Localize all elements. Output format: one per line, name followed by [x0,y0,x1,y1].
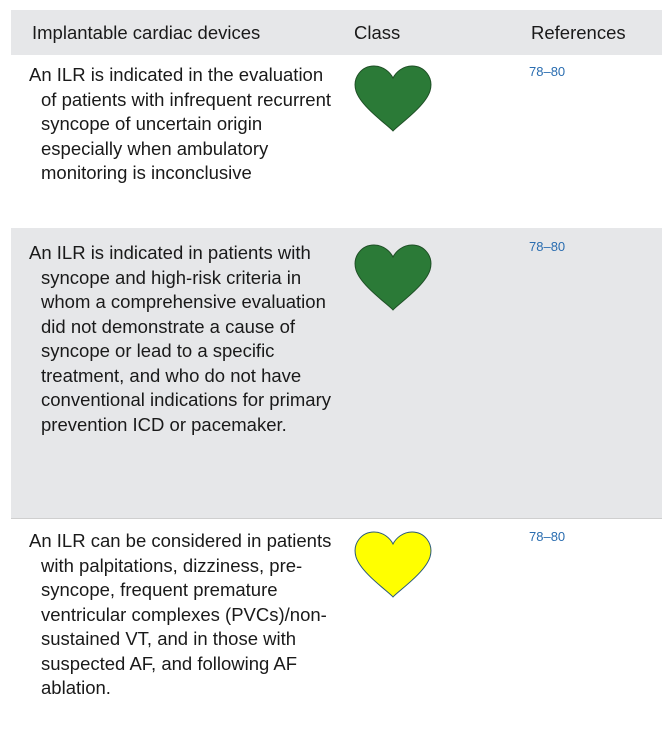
table-row [11,519,662,750]
header-references: References [531,22,626,43]
recommendation-text: An ILR is indicated in the evaluation of patients with infrequent recurrent syncope of uncertain origin especially when ambulatory monitoring is inconclusive [29,64,331,183]
recommendation-text: An ILR can be considered in patients with palpitations, dizziness, pre-syncope, frequent premature ventricular complexes (PVCs)/non-sustained VT, and in those with suspected AF, and following AF ablation. [29,530,332,698]
heart-icon [353,244,433,314]
heart-icon [353,65,433,135]
references-link[interactable]: 78–80 [529,529,566,544]
references-link[interactable]: 78–80 [529,239,566,254]
header-class: Class [354,22,401,43]
table-header [11,10,662,55]
heart-icon [353,531,433,601]
table-row [11,228,662,518]
table-row [11,55,662,228]
references-link[interactable]: 78–80 [529,64,566,79]
recommendation-text: An ILR is indicated in patients with syncope and high-risk criteria in whom a comprehensive evaluation did not demonstrate a cause of syncope or lead to a specific treatment, and who do not have conventional indications for primary prevention ICD or pacemaker. [29,242,331,435]
header-devices: Implantable cardiac devices [32,22,261,43]
